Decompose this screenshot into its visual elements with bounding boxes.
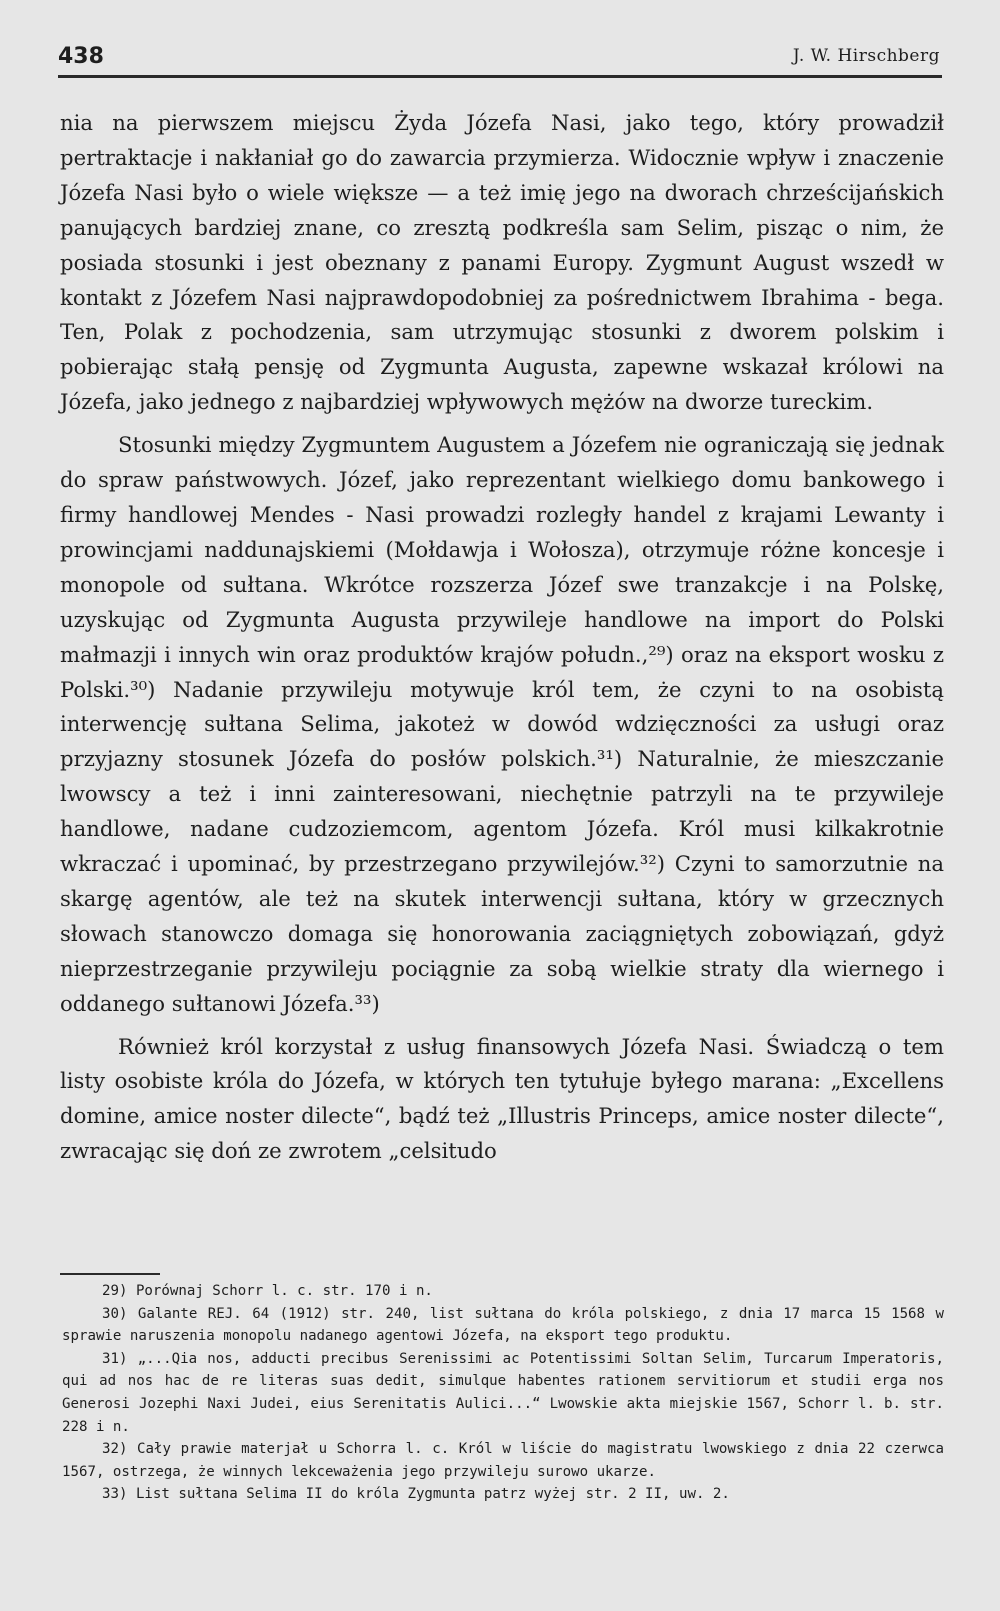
footnote-33: 33) List sułtana Selima II do króla Zygmunta patrz wyżej str. 2 II, uw. 2. — [102, 1486, 730, 1503]
footnote-separator — [60, 1273, 160, 1275]
page-header — [58, 44, 940, 74]
running-head-author: J. W. Hirschberg — [792, 46, 940, 66]
paragraph-2: Stosunki między Zygmuntem Augustem a Józefem nie ograniczają się jednak do spraw państwowych. Józef, jako reprezentant wielkiego domu bankowego i firmy handlowej Mendes - Nasi prowadzi rozległy handel z krajami Lewanty i prowincjami naddunajskiemi (Mołdawja i Wołosza), otrzymuje różne koncesje i monopole od sułtana. Wkrótce rozszerza Józef swe tranzakcje i na Polskę, uzyskując od Zygmunta Augusta przywileje handlowe na import do Polski małmazji i innych win oraz produktów krajów połudn.,²⁹) oraz na eksport wosku z Polski.³⁰) Nadanie przywileju motywuje król tem, że czyni to na osobistą interwencję sułtana Selima, jakoteż w dowód wdzięczności za usługi oraz przyjazny stosunek Józefa do posłów polskich.³¹) Naturalnie, że mieszczanie lwowscy a też i inni zainteresowani, niechętnie patrzyli na te przywileje handlowe, nadane cudzoziemcom, agentom Józefa. Król musi kilkakrotnie wkraczać i upominać, by przestrzegano przywilejów.³²) Czyni to samorzutnie na skargę agentów, ale też na skutek interwencji sułtana, który w grzecznych słowach stanowczo domaga się honorowania zaciągniętych zobowiązań, gdyż nieprzestrzeganie przywileju pociągnie za sobą wielkie straty dla wiernego i oddanego sułtanowi Józefa.³³) — [60, 432, 944, 1016]
page-number: 438 — [58, 44, 104, 69]
footnotes — [62, 1280, 944, 1506]
footnote-31: 31) „...Qia nos, adducti precibus Serenissimi ac Potentissimi Soltan Selim, Turcarum Imperatoris, qui ad nos hac de re literas suas dedit, simulque habentes rationem servitiorum et studii erga nos Generosi Jozephi Naxi Judei, eius Serenitatis Aulici...“ Lwowskie akta miejskie 1567, Schorr l. b. str. 228 i n. — [62, 1350, 944, 1435]
footnote-30: 30) Galante REJ. 64 (1912) str. 240, list sułtana do króla polskiego, z dnia 17 marca 15 1568 w sprawie naruszenia monopolu nadanego agentowi Józefa, na eksport tego produktu. — [62, 1305, 944, 1345]
body-text — [60, 106, 944, 1169]
footnote-29: 29) Porównaj Schorr l. c. str. 170 i n. — [102, 1283, 433, 1299]
paragraph-1: nia na pierwszem miejscu Żyda Józefa Nasi, jako tego, który prowadził pertraktacje i nakłaniał go do zawarcia przymierza. Widocznie wpływ i znaczenie Józefa Nasi było o wiele większe — a też imię jego na dworach chrześcijańskich panujących bardziej znane, co zresztą podkreśla sam Selim, pisząc o nim, że posiada stosunki i jest obeznany z panami Europy. Zygmunt August wszedł w kontakt z Józefem Nasi najprawdopodobniej za pośrednictwem Ibrahima - bega. Ten, Polak z pochodzenia, sam utrzymując stosunki z dworem polskim i pobierając stałą pensję od Zygmunta Augusta, zapewne wskazał królowi na Józefa, jako jednego z najbardziej wpływowych mężów na dworze tureckim. — [60, 110, 944, 415]
header-rule — [58, 75, 942, 78]
paragraph-3: Również król korzystał z usług finansowych Józefa Nasi. Świadczą o tem listy osobiste króla do Józefa, w których ten tytułuje byłego marana: „Excellens domine, amice noster dilecte“, bądź też „Illustris Princeps, amice noster dilecte“, zwracając się doń ze zwrotem „celsitudo — [60, 1033, 944, 1164]
footnote-32: 32) Cały prawie materjał u Schorra l. c. Król w liście do magistratu lwowskiego z dnia 22 czerwca 1567, ostrzega, że winnych lekceważenia jego przywileju surowo ukarze. — [62, 1441, 944, 1480]
